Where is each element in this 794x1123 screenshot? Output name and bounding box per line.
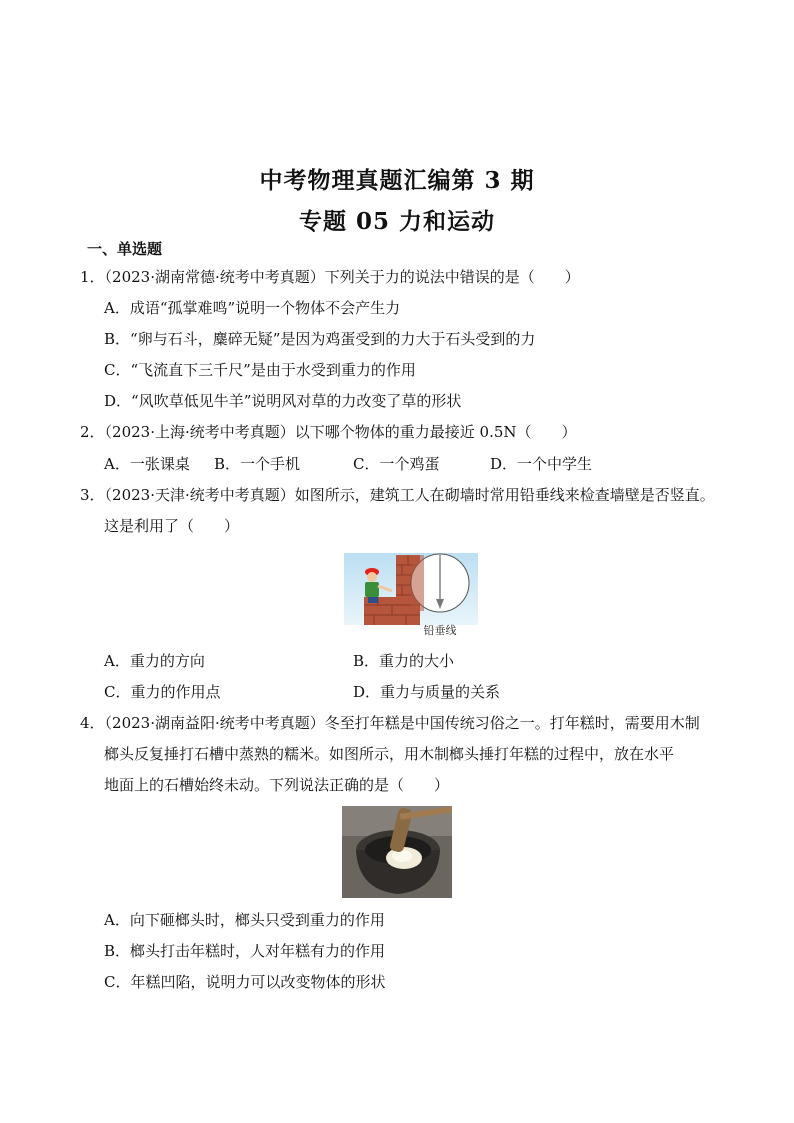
- question-2-option-a: A．一张课桌: [104, 455, 190, 473]
- rice-cake-mortar-photo: [342, 806, 452, 898]
- question-4-stem-line-2: 榔头反复捶打石槽中蒸熟的糯米。如图所示，用木制榔头捶打年糕的过程中，放在水平: [104, 745, 675, 763]
- question-2-option-c: C．一个鸡蛋: [353, 455, 440, 473]
- section-heading: 一、单选题: [87, 240, 163, 258]
- question-1-option-c: C．“飞流直下三千尺”是由于水受到重力的作用: [104, 361, 416, 379]
- question-1-option-d: D．“风吹草低见牛羊”说明风对草的力改变了草的形状: [104, 392, 462, 410]
- question-4-stem-line-1: 4．（2023·湖南益阳·统考中考真题）冬至打年糕是中国传统习俗之一。打年糕时，需要用木制: [80, 714, 700, 732]
- question-4-option-a: A．向下砸榔头时，榔头只受到重力的作用: [104, 911, 385, 929]
- page-subtitle: 专题 05 力和运动: [298, 208, 496, 235]
- question-3-option-d: D．重力与质量的关系: [353, 683, 501, 701]
- question-3-option-a: A．重力的方向: [104, 652, 205, 670]
- question-4-option-c: C．年糕凹陷，说明力可以改变物体的形状: [104, 973, 386, 991]
- question-1-option-b: B．“卵与石斗，麋碎无疑”是因为鸡蛋受到的力大于石头受到的力: [104, 330, 536, 348]
- plumb-line-magnifier: [411, 554, 469, 612]
- question-4-option-b: B．榔头打击年糕时，人对年糕有力的作用: [104, 942, 386, 960]
- plumb-line-figure: [344, 553, 478, 639]
- question-3-option-c: C．重力的作用点: [104, 683, 221, 701]
- question-3-stem-line-1: 3．（2023·天津·统考中考真题）如图所示，建筑工人在砌墙时常用铅垂线来检查墙壁是否竖直。: [80, 486, 715, 504]
- question-2-option-b: B．一个手机: [214, 455, 301, 473]
- question-2-stem: 2．（2023·上海·统考中考真题）以下哪个物体的重力最接近 0.5N（ ）: [80, 423, 577, 441]
- question-4-stem-line-3: 地面上的石槽始终未动。下列说法正确的是（ ）: [104, 776, 450, 794]
- question-3-option-b: B．重力的大小: [353, 652, 455, 670]
- question-3-stem-line-2: 这是利用了（ ）: [104, 517, 240, 535]
- page-title: 中考物理真题汇编第 3 期: [259, 167, 535, 194]
- question-1-option-a: A．成语“孤掌难鸣”说明一个物体不会产生力: [104, 299, 401, 317]
- figure-caption: 铅垂线: [423, 624, 457, 637]
- question-1-stem: 1．（2023·湖南常德·统考中考真题）下列关于力的说法中错误的是（ ）: [80, 268, 580, 286]
- question-2-option-d: D．一个中学生: [490, 455, 593, 473]
